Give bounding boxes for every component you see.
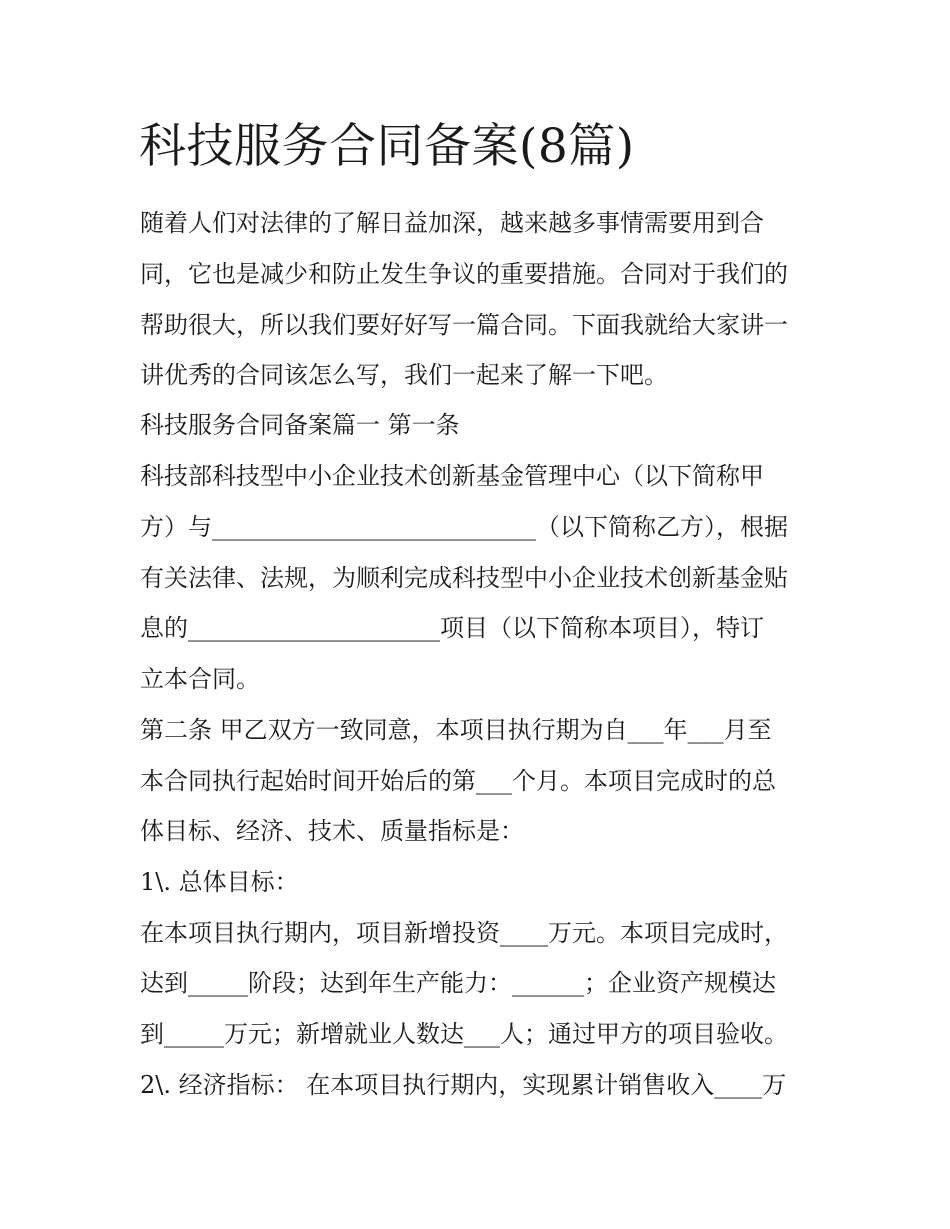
paragraph-line: 到_____万元；新增就业人数达___人；通过甲方的项目验收。 (140, 1020, 788, 1048)
paragraph-line: 第二条 甲乙双方一致同意，本项目执行期为自___年___月至 (140, 716, 772, 744)
paragraph-line: 同，它也是减少和防止发生争议的重要措施。合同对于我们的 (140, 260, 788, 288)
paragraph-line: 体目标、经济、技术、质量指标是： (140, 817, 524, 845)
paragraph-line: 科技部科技型中小企业技术创新基金管理中心（以下简称甲 (140, 462, 764, 490)
paragraph-line: 讲优秀的合同该怎么写，我们一起来了解一下吧。 (140, 361, 668, 389)
section-heading: 科技服务合同备案篇一 第一条 (140, 411, 460, 439)
list-item-heading: 1\. 总体目标： (140, 868, 299, 896)
paragraph-line: 在本项目执行期内，项目新增投资____万元。本项目完成时， (140, 919, 788, 947)
paragraph-line: 帮助很大，所以我们要好好写一篇合同。下面我就给大家讲一 (140, 311, 788, 339)
paragraph-line: 立本合同。 (140, 665, 260, 693)
paragraph-line: 方）与___________________________（以下简称乙方），根据 (140, 513, 788, 541)
paragraph-line: 息的_____________________项目（以下简称本项目），特订 (140, 614, 764, 642)
paragraph-line: 本合同执行起始时间开始后的第___个月。本项目完成时的总 (140, 767, 776, 795)
paragraph-line: 随着人们对法律的了解日益加深，越来越多事情需要用到合 (140, 209, 764, 237)
paragraph-line: 有关法律、法规，为顺利完成科技型中小企业技术创新基金贴 (140, 564, 788, 592)
list-item-heading: 2\. 经济指标： 在本项目执行期内，实现累计销售收入____万 (140, 1071, 787, 1099)
document-title: 科技服务合同备案(8篇) (139, 119, 635, 174)
paragraph-line: 达到_____阶段；达到年生产能力：______；企业资产规模达 (140, 969, 776, 997)
